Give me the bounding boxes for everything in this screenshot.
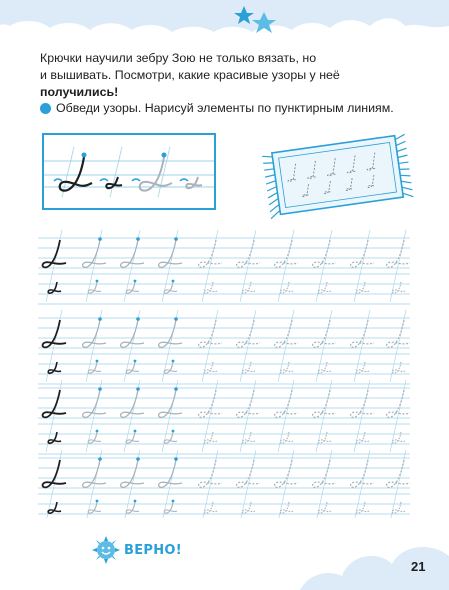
letter-stroke <box>313 390 336 417</box>
letter-stroke <box>199 240 222 267</box>
letter-stroke <box>43 460 66 487</box>
start-dot-icon <box>98 237 102 241</box>
letter-stroke <box>199 460 222 487</box>
letter-stroke <box>199 320 222 347</box>
intro-line-2: и вышивать. Посмотри, какие красивые узоры у неё <box>40 68 340 82</box>
letter-stroke <box>159 460 182 487</box>
start-dot-icon <box>174 237 178 241</box>
start-dot-icon <box>174 457 178 461</box>
letter-stroke <box>121 390 144 417</box>
letter-stroke <box>83 390 106 417</box>
start-dot-icon <box>96 430 99 433</box>
start-dot-icon <box>134 500 137 503</box>
embroidered-rug-illustration <box>258 128 418 228</box>
start-dot-icon <box>174 317 178 321</box>
start-dot-icon <box>136 387 140 391</box>
letter-stroke <box>159 240 182 267</box>
letter-stroke <box>83 460 106 487</box>
letter-stroke <box>313 240 336 267</box>
letter-stroke <box>237 460 260 487</box>
start-dot-icon <box>174 387 178 391</box>
letter-stroke <box>237 240 260 267</box>
intro-text <box>40 50 400 101</box>
badge-label: ВЕРНО! <box>124 542 182 558</box>
start-dot-icon <box>172 500 175 503</box>
start-dot-icon <box>136 317 140 321</box>
sample-letters <box>44 135 214 208</box>
letter-stroke <box>43 240 66 267</box>
letter-stroke <box>83 320 106 347</box>
letter-stroke <box>121 460 144 487</box>
page-number: 21 <box>411 559 426 574</box>
letter-stroke <box>159 390 182 417</box>
start-dot-icon <box>136 457 140 461</box>
letter-stroke <box>159 320 182 347</box>
letter-stroke <box>387 460 410 487</box>
start-dot-icon <box>96 500 99 503</box>
start-dot-icon <box>98 387 102 391</box>
letter-stroke <box>351 460 374 487</box>
start-dot-icon <box>96 280 99 283</box>
letter-stroke <box>43 390 66 417</box>
start-dot-icon <box>96 360 99 363</box>
task-text: Обведи узоры. Нарисуй элементы по пунктирным линиям. <box>56 101 394 115</box>
task-instruction <box>40 100 420 117</box>
sample-box <box>42 133 216 210</box>
letter-stroke <box>83 240 106 267</box>
letter-stroke <box>387 320 410 347</box>
start-dot-icon <box>98 457 102 461</box>
letter-stroke <box>275 460 298 487</box>
writing-practice-area <box>38 228 410 518</box>
letter-stroke <box>237 320 260 347</box>
letter-stroke <box>313 320 336 347</box>
letter-stroke <box>351 390 374 417</box>
letter-stroke <box>313 460 336 487</box>
letter-stroke <box>199 390 222 417</box>
correct-badge <box>92 536 182 564</box>
letter-stroke <box>387 240 410 267</box>
letter-stroke <box>275 320 298 347</box>
letter-stroke <box>121 240 144 267</box>
letter-stroke <box>351 240 374 267</box>
start-dot-icon <box>98 317 102 321</box>
start-dot-icon <box>134 430 137 433</box>
top-cloud-decoration <box>0 0 449 52</box>
letter-stroke <box>275 390 298 417</box>
intro-line-3: получились! <box>40 85 119 99</box>
letter-stroke <box>387 390 410 417</box>
letter-stroke <box>275 240 298 267</box>
letter-stroke <box>351 320 374 347</box>
letter-stroke <box>43 320 66 347</box>
intro-line-1: Крючки научили зебру Зою не только вязать, но <box>40 51 317 65</box>
start-dot-icon <box>136 237 140 241</box>
start-dot-icon <box>172 360 175 363</box>
circle-bullet-icon <box>40 103 51 114</box>
start-dot-icon <box>172 280 175 283</box>
bottom-cloud-decoration <box>300 520 449 590</box>
letter-stroke <box>237 390 260 417</box>
start-dot-icon <box>134 360 137 363</box>
start-dot-icon <box>172 430 175 433</box>
start-dot-icon <box>134 280 137 283</box>
letter-stroke <box>121 320 144 347</box>
sun-smile-icon <box>92 536 120 564</box>
